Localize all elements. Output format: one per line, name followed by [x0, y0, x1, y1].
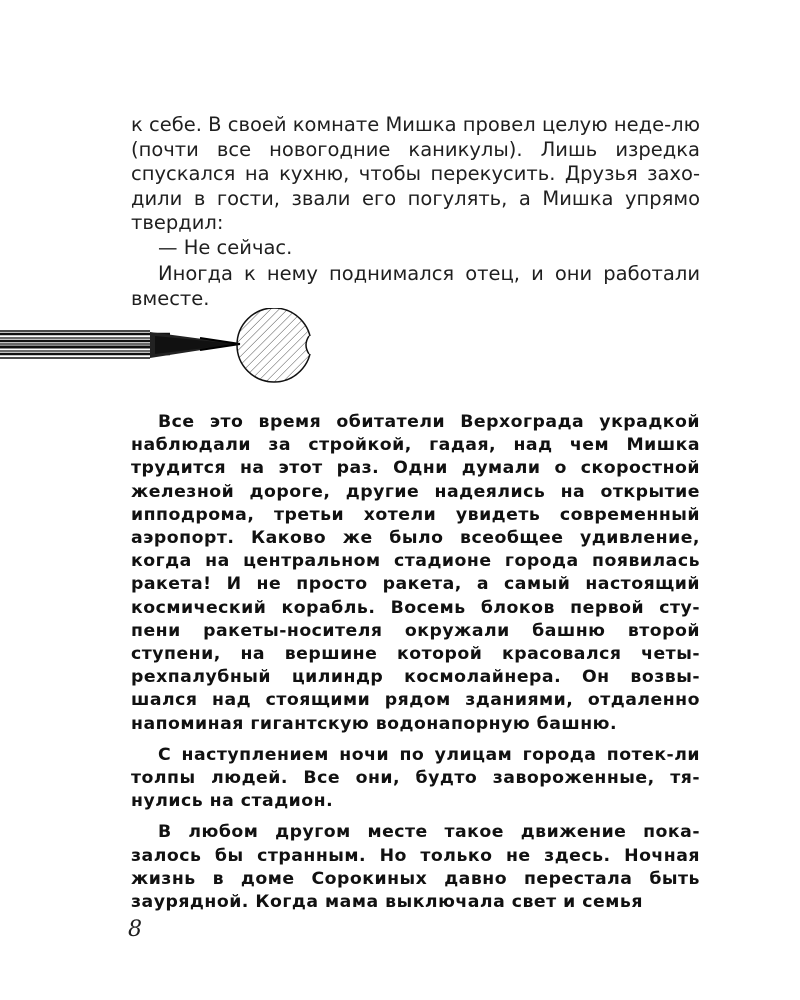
bottom-text-block: [131, 411, 700, 922]
paragraph-strange-movement: В любом другом месте такое движение пока-залось бы странным. Но только не здесь. Ночная жизнь в доме Сорокиных давно перестала быть заурядной. Когда мама выключала свет и семья: [131, 822, 700, 913]
paragraph-continuation: к себе. В своей комнате Мишка провел целую неде-лю (почти все новогодние каникулы). Лишь изредка спускался на кухню, чтобы перекусить. Друзья захо-дили в гости, звали его погулять, а Мишка упрямо твердил:: [131, 113, 700, 234]
paragraph-father: Иногда к нему поднимался отец, и они работали вместе.: [131, 262, 700, 310]
top-text-block: [131, 113, 700, 311]
hatched-circle: [236, 308, 320, 388]
paragraph-night-crowds: С наступлением ночи по улицам города потек-ли толпы людей. Все они, будто завороженные, тя-нулись на стадион.: [131, 744, 700, 812]
pencil-drawing-illustration: [0, 308, 330, 388]
dialogue-line: — Не сейчас.: [158, 235, 293, 259]
page-number: 8: [128, 917, 142, 942]
paragraph-rocket: Все это время обитатели Верхограда украдкой наблюдали за стройкой, гадая, над чем Мишка трудится на этот раз. Одни думали о скоростной железной дороге, другие надеялись на открытие ипподрома, третьи хотели увидеть современный аэропорт. Каково же было всеобщее удивление, когда на центральном стадионе города появилась ракета! И не просто ракета, а самый настоящий космический корабль. Восемь блоков первой сту-пени ракеты-носителя окружали башню второй ступени, на вершине которой красовался четы-рехпалубный цилиндр космолайнера. Он возвы-шался над стоящими рядом зданиями, отдаленно напоминая гигантскую водонапорную башню.: [131, 412, 700, 734]
